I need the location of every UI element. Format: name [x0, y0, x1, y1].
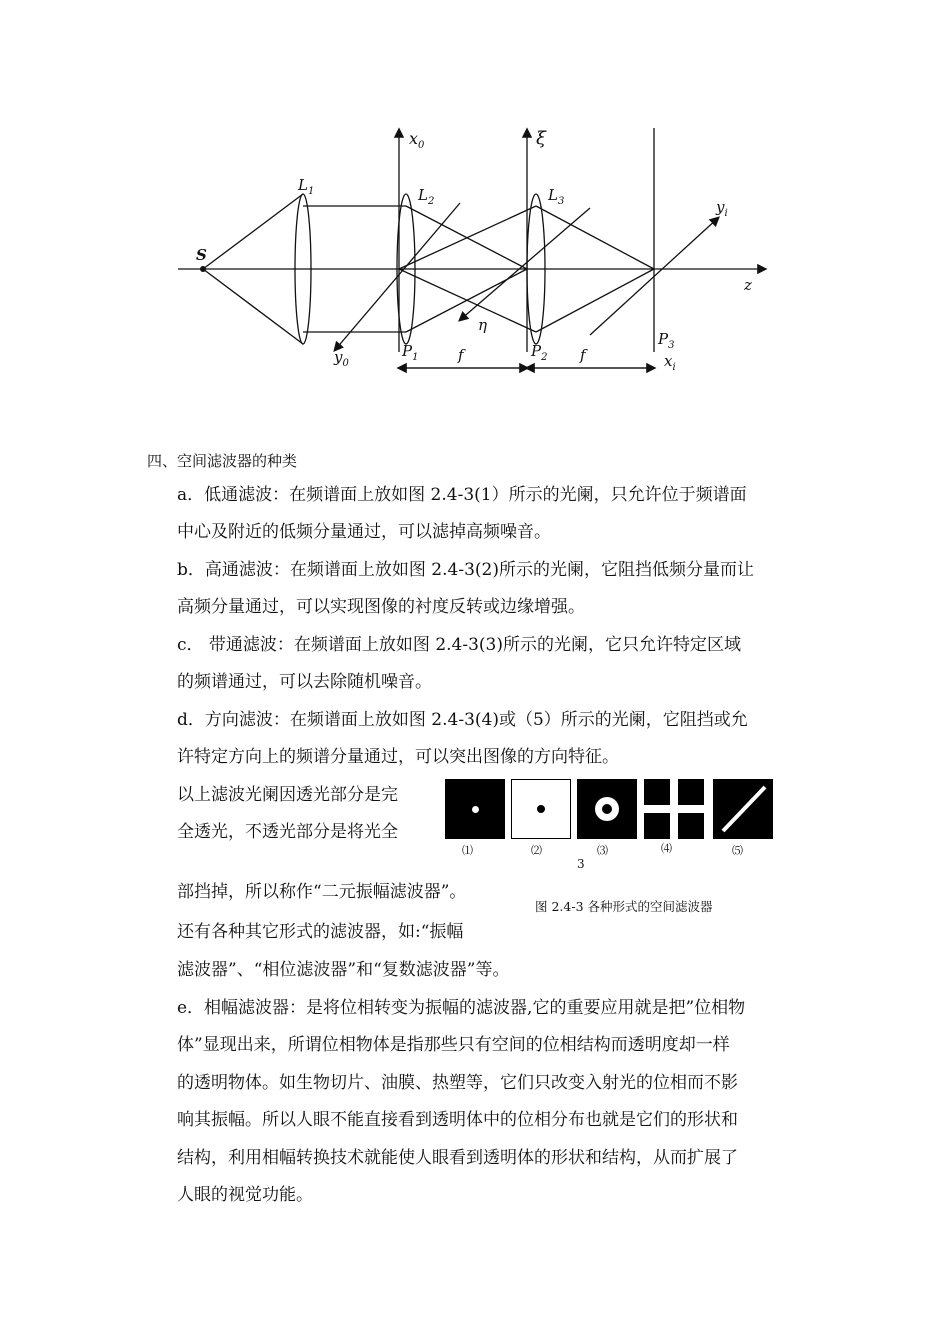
text-line: 全透光，不透光部分是将光全 — [177, 822, 398, 842]
text-line: 中心及附近的低频分量通过，可以滤掉高频噪音。 — [177, 522, 551, 542]
yi-label: y — [716, 198, 725, 216]
text-line: 响其振幅。所以人眼不能直接看到透明体中的位相分布也就是它们的形状和 — [177, 1110, 738, 1130]
source-point — [200, 266, 206, 272]
text-line: 许特定方向上的频谱分量通过，可以突出图像的方向特征。 — [177, 747, 619, 767]
section-heading: 四、空间滤波器的种类 — [147, 452, 298, 470]
filter-1-dot-black — [445, 779, 505, 839]
y0-label: y — [334, 348, 343, 366]
svg-text:x0: $x_0$ — [409, 129, 425, 151]
p1-label: P — [402, 342, 413, 360]
z-label: z — [744, 276, 752, 294]
svg-text:yi: $y_i$ — [716, 198, 728, 219]
text-line: 高频分量通过，可以实现图像的衬度反转或边缘增强。 — [177, 597, 585, 617]
text-line: b．高通滤波：在频谱面上放如图 2.4-3(2)所示的光阑，它阻挡低频分量而让 — [177, 560, 754, 580]
figure-caption: 图 2.4-3 各种形式的空间滤波器 — [535, 899, 713, 914]
s-label: S — [196, 246, 207, 264]
optical-filter-diagram — [170, 120, 780, 385]
l1-label: L — [298, 176, 308, 194]
x0-label: x — [409, 129, 419, 148]
svg-text:P2: $P_2$ — [531, 342, 548, 363]
xi-axis-label: x — [664, 352, 673, 370]
svg-text:y0: $y_0$ — [334, 348, 349, 369]
p2-label: P — [531, 342, 542, 360]
stray-mark: 3 — [577, 857, 585, 871]
text-line: 的频谱通过，可以去除随机噪音。 — [177, 672, 432, 692]
text-line: 的透明物体。如生物切片、油膜、热塑等，它们只改变入射光的位相而不影 — [177, 1073, 738, 1093]
p3-label: P — [658, 330, 669, 348]
svg-text:xi: $x_i$ — [664, 352, 676, 373]
text-line: 以上滤波光阑因透光部分是完 — [177, 785, 398, 805]
xi-label: ξ — [536, 128, 546, 149]
text-line: 体”显现出来，所谓位相物体是指那些只有空间的位相结构而透明度却一样 — [177, 1035, 730, 1055]
l3-label: L — [548, 186, 558, 204]
text-line: 人眼的视觉功能。 — [177, 1185, 313, 1205]
text-line: e．相幅滤波器：是将位相转变为振幅的滤波器,它的重要应用就是把”位相物 — [177, 998, 746, 1018]
filter-2-dot-white — [511, 779, 571, 839]
filter-5-diagonal — [713, 779, 773, 839]
y0-axis — [335, 203, 460, 350]
filter-5-label: ⑸ — [732, 844, 743, 857]
text-line: a．低通滤波：在频谱面上放如图 2.4-3(1）所示的光阑，只允许位于频谱面 — [177, 485, 747, 505]
svg-text:P3: $P_3$ — [658, 330, 675, 351]
svg-text:L1: $L_1$ — [298, 176, 315, 197]
svg-text:P1: $P_1$ — [402, 342, 419, 363]
text-line: 结构，利用相幅转换技术就能使人眼看到透明体的形状和结构，从而扩展了 — [177, 1148, 738, 1168]
f1-label: f — [458, 346, 464, 364]
filter-3-ring-black — [577, 779, 637, 839]
l2-label: L — [418, 186, 428, 204]
filter-2-label: ⑵ — [531, 844, 542, 857]
svg-text:L3: $L_3$ — [548, 186, 565, 207]
eta-label: η — [478, 316, 487, 334]
text-line: d．方向滤波：在频谱面上放如图 2.4-3(4)或（5）所示的光阑，它阻挡或允 — [177, 710, 748, 730]
svg-text:L2: $L_2$ — [418, 186, 435, 207]
filter-1-label: ⑴ — [462, 844, 473, 857]
text-line: 部挡掉，所以称作“二元振幅滤波器”。 — [177, 882, 467, 902]
filter-4-cross — [644, 779, 704, 839]
f2-label: f — [580, 346, 586, 364]
text-line: 还有各种其它形式的滤波器，如:“振幅 — [177, 922, 464, 942]
filter-3-label: ⑶ — [597, 844, 608, 857]
filter-4-label: ⑷ — [661, 842, 672, 855]
text-line: 滤波器”、“相位滤波器”和“复数滤波器”等。 — [177, 960, 510, 980]
eta-axis — [460, 208, 590, 320]
text-line: c． 带通滤波：在频谱面上放如图 2.4-3(3)所示的光阑，它只允许特定区域 — [177, 635, 742, 655]
